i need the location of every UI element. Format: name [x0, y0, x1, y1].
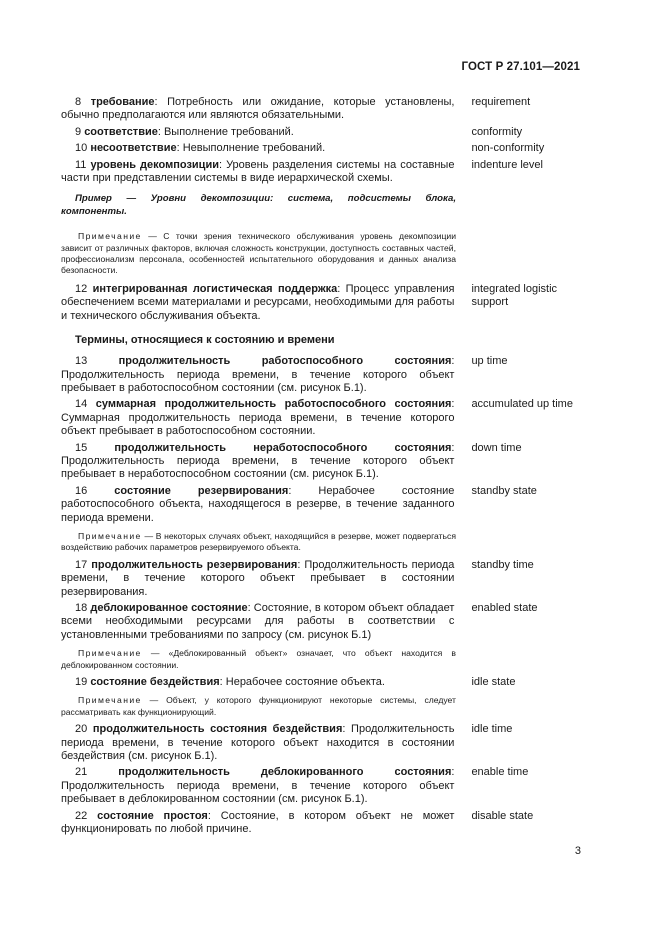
term-entry — [61, 676, 581, 689]
note-entry — [61, 695, 581, 718]
term-definition — [61, 810, 454, 837]
term-name: соответствие — [84, 125, 158, 138]
example-entry — [61, 193, 581, 218]
section-heading: Термины, относящиеся к состоянию и времени — [75, 334, 335, 347]
note-body: — С точки зрения технического обслуживания уровень декомпозиции зависит от различных факторов, включая сложность конструкции, доступность составных частей, профессионализм персонала, особенностей испытательного оборудования и данных анализа безопасности. — [61, 231, 456, 276]
term-number: 19 — [75, 676, 88, 689]
term-definition — [61, 283, 454, 323]
term-body: : Нерабочее состояние работоспособного объекта, находящегося в резерве, в течение заданного периода времени. — [61, 484, 455, 524]
term-name: интегрированная логистическая поддержка — [92, 282, 338, 295]
term-name: состояние резервирования — [114, 484, 289, 497]
document-code: ГОСТ Р 27.101—2021 — [461, 61, 580, 73]
term-english: idle time — [471, 723, 513, 736]
term-body: : Процесс управления обеспечением всеми материалами и ресурсами, необходимыми для работы и технического обслуживания объекта. — [61, 282, 455, 322]
term-number: 21 — [75, 766, 88, 779]
term-definition — [61, 96, 454, 123]
term-entry — [61, 96, 581, 123]
term-entry — [61, 283, 581, 323]
term-english: standby state — [471, 484, 537, 497]
term-entry — [61, 602, 581, 642]
term-name: продолжительность деблокированного состояния — [118, 766, 452, 779]
note-label: Примечание — [78, 231, 142, 242]
term-body: : Суммарная продолжительность периода времени, в течение которого объект пребывает в работоспособном состоянии. — [61, 398, 455, 438]
note-entry — [61, 531, 581, 554]
term-number: 12 — [75, 282, 88, 295]
term-number: 13 — [75, 355, 88, 368]
term-entry — [61, 723, 581, 763]
note-body: — Объект, у которого функционируют некоторые системы, следует рассматривать как функционирующий. — [61, 695, 456, 717]
page-number: 3 — [574, 845, 581, 857]
term-name: несоответствие — [90, 142, 177, 155]
term-english: enable time — [471, 766, 529, 779]
term-english: accumulated up time — [471, 398, 573, 411]
term-body: : Продолжительность периода времени, в течение которого объект пребывает в неработоспособном состоянии (см. рисунок Б.1). — [61, 441, 455, 481]
term-english: disable state — [471, 809, 534, 822]
term-number: 22 — [75, 809, 88, 822]
term-entry — [61, 810, 581, 837]
term-entry — [61, 398, 581, 438]
term-definition — [61, 766, 454, 806]
term-body: : Продолжительность периода времени, в течение которого объект пребывает в работоспособном состоянии (см. рисунок Б.1). — [61, 355, 455, 394]
term-definition — [61, 602, 454, 642]
term-definition — [61, 159, 454, 186]
term-definition — [61, 398, 454, 438]
term-english: integrated logistic support — [471, 282, 558, 309]
term-definition — [61, 142, 454, 155]
term-definition — [61, 126, 454, 139]
term-body: : Выполнение требований. — [157, 125, 294, 138]
term-name: продолжительность состояния бездействия — [92, 723, 343, 736]
example-text — [61, 193, 456, 218]
term-number: 17 — [75, 558, 88, 571]
term-entry — [61, 559, 581, 599]
term-english: non-conformity — [471, 142, 545, 155]
term-entry — [61, 485, 581, 525]
term-entry — [61, 142, 581, 155]
term-number: 14 — [75, 398, 88, 411]
term-english: enabled state — [471, 602, 538, 614]
term-number: 11 — [75, 158, 87, 171]
term-definition — [61, 485, 454, 525]
note-text — [61, 531, 456, 554]
term-body: : Продолжительность периода времени, в течение которого объект пребывает в деблокированном состоянии (см. рисунок Б.1). — [61, 766, 455, 806]
terms-list — [61, 96, 581, 840]
term-english: indenture level — [471, 158, 543, 171]
term-english: down time — [471, 441, 522, 454]
note-label: Примечание — [78, 530, 142, 541]
term-name: деблокированное состояние — [90, 602, 248, 614]
note-label: Примечание — [78, 695, 142, 706]
term-entry — [61, 159, 581, 186]
term-name: состояние бездействия — [90, 676, 220, 689]
term-number: 15 — [75, 441, 88, 454]
term-name: продолжительность неработоспособного состояния — [114, 441, 452, 454]
example-body: — Уровни декомпозиции: система, подсистемы блока, компоненты. — [61, 193, 456, 217]
term-name: продолжительность резервирования — [91, 558, 298, 571]
term-definition — [61, 355, 454, 395]
term-number: 16 — [75, 484, 88, 497]
term-body: : Состояние, в котором объект не может функционировать по любой причине. — [61, 809, 455, 836]
note-body: — «Деблокированный объект» означает, что объект находится в деблокированном состоянии. — [61, 648, 456, 670]
term-body: : Невыполнение требований. — [176, 142, 326, 155]
term-english: standby time — [471, 558, 534, 571]
term-name: суммарная продолжительность работоспособного состояния — [95, 398, 452, 411]
term-body: : Уровень разделения системы на составные части при представлении системы в виде иерархической схемы. — [61, 158, 455, 185]
note-text — [61, 648, 456, 671]
term-english: requirement — [471, 96, 531, 108]
term-name: продолжительность работоспособного состояния — [118, 355, 452, 368]
term-body: : Состояние, в котором объект обладает всеми необходимыми ресурсами для работы в соответствии с установленными требованиями по запросу (см. рисунок Б.1) — [61, 602, 455, 641]
term-number: 8 — [75, 96, 82, 108]
term-name: состояние простоя — [97, 809, 208, 822]
term-body: : Нерабочее состояние объекта. — [219, 676, 385, 689]
term-number: 18 — [75, 602, 88, 614]
term-english: conformity — [471, 125, 523, 138]
term-body: : Продолжительность периода времени, в течение которого объект пребывает в состоянии резервирования. — [61, 558, 455, 598]
note-body: — В некоторых случаях объект, находящийся в резерве, может подвергаться воздействию рабочих параметров резервируемого объекта. — [61, 530, 456, 553]
term-body: : Продолжительность периода времени, в течение которого объект находится в состоянии бездействия (см. рисунок Б.1). — [61, 723, 455, 763]
example-label: Пример — [75, 193, 112, 205]
note-entry — [61, 231, 581, 277]
term-english: idle state — [471, 676, 516, 689]
term-number: 9 — [75, 125, 82, 138]
term-definition — [61, 676, 454, 689]
note-entry — [61, 648, 581, 671]
term-body: : Потребность или ожидание, которые установлены, обычно предполагаются или являются обязательными. — [61, 96, 455, 122]
term-entry — [61, 355, 581, 395]
term-number: 10 — [75, 142, 88, 155]
term-english: up time — [471, 355, 508, 368]
note-text — [61, 695, 456, 718]
term-definition — [61, 723, 454, 763]
term-definition — [61, 559, 454, 599]
term-definition — [61, 442, 454, 482]
note-label: Примечание — [78, 648, 142, 659]
term-name: требование — [90, 96, 155, 108]
term-name: уровень декомпозиции — [90, 158, 219, 171]
term-entry — [61, 442, 581, 482]
term-entry — [61, 766, 581, 806]
note-text — [61, 231, 456, 277]
term-entry — [61, 126, 581, 139]
term-number: 20 — [75, 723, 88, 736]
